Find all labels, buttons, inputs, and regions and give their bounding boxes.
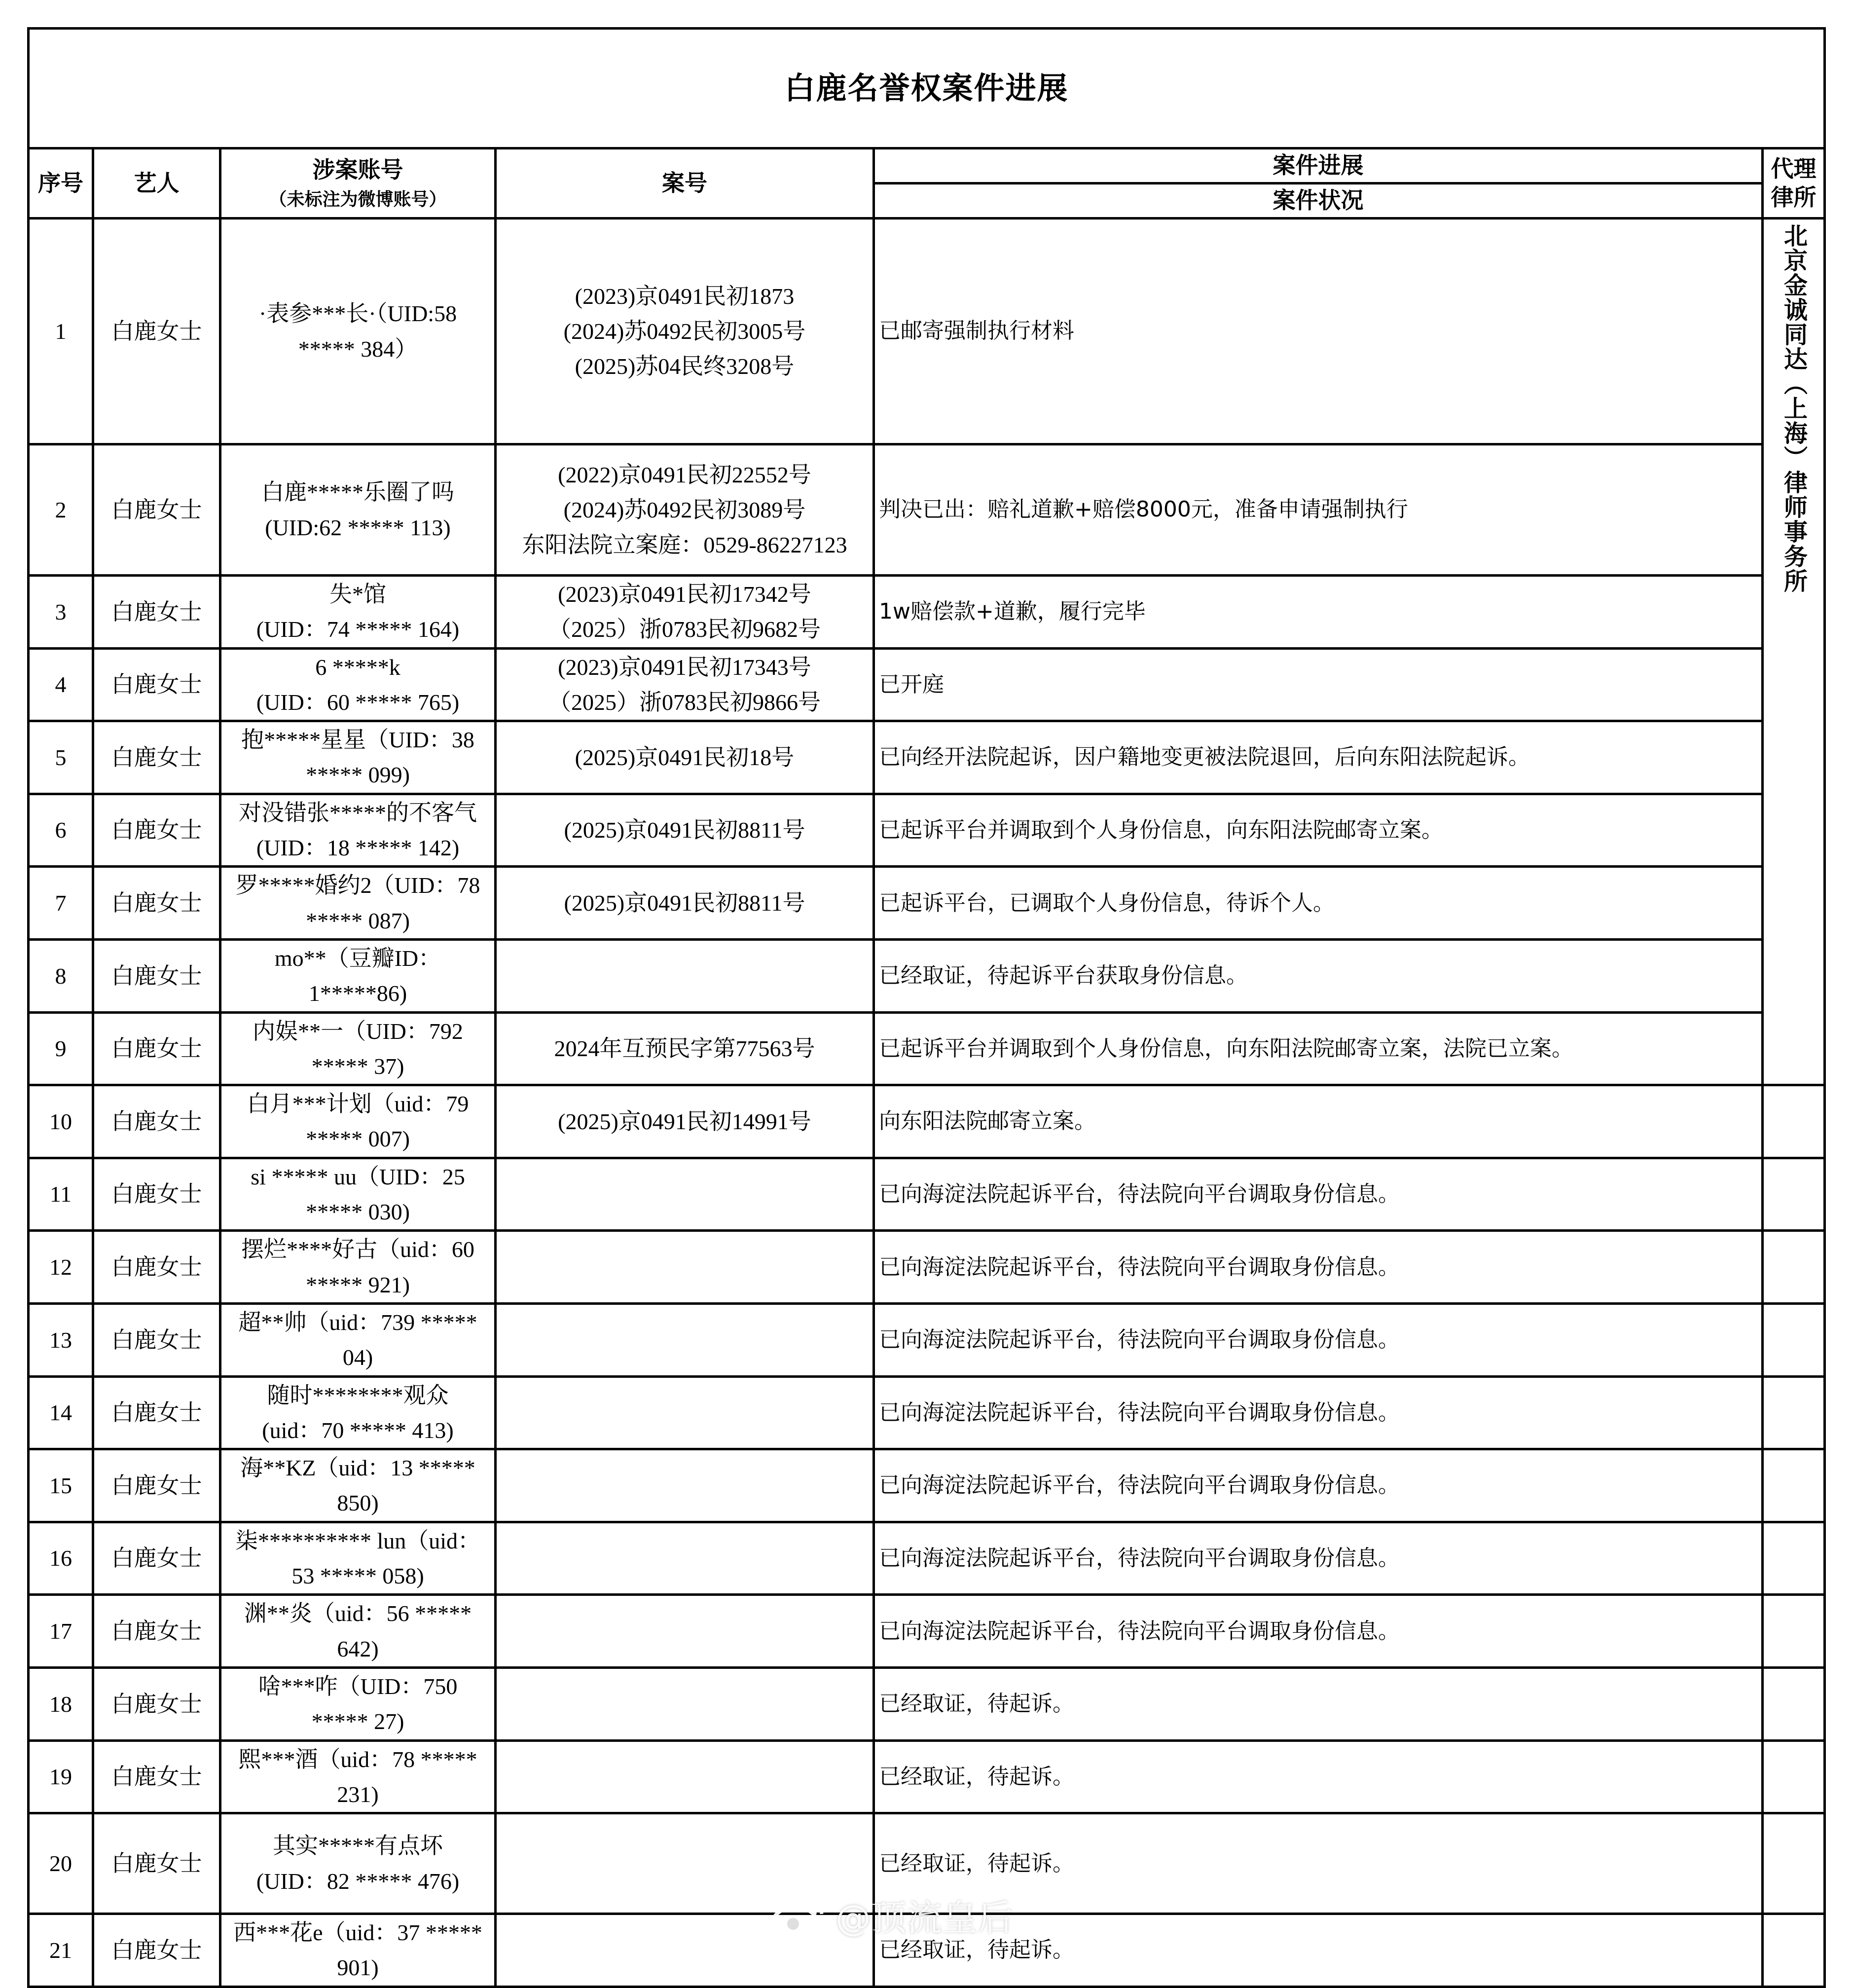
case-status: 已邮寄强制执行材料 [874,219,1763,444]
artist-name: 白鹿女士 [93,1813,220,1914]
artist-name: 白鹿女士 [93,721,220,794]
account-line: 随时********观众 [267,1382,449,1408]
case-number-line: (2025)京0491民初8811号 [564,890,805,916]
table-row [29,576,1825,649]
law-firm-cell-empty [1763,1231,1825,1304]
case-number-cell [496,1085,874,1158]
case-status: 已经取证，待起诉平台获取身份信息。 [874,939,1763,1012]
table-row [29,1303,1825,1376]
account-cell [220,1522,496,1595]
case-status: 已向海淀法院起诉平台，待法院向平台调取身份信息。 [874,1158,1763,1231]
artist-name: 白鹿女士 [93,648,220,721]
row-number: 15 [29,1449,93,1522]
row-number: 12 [29,1231,93,1304]
account-line: 海**KZ（uid：13 ***** [240,1455,475,1481]
artist-name: 白鹿女士 [93,1595,220,1668]
law-firm-cell-empty [1763,1740,1825,1813]
case-number-cell [496,1376,874,1449]
case-number-line: (2022)京0491民初22552号 [558,462,811,487]
account-line: 901) [337,1955,379,1981]
artist-name: 白鹿女士 [93,1303,220,1376]
case-status: 1w赔偿款+道歉，履行完毕 [874,576,1763,649]
account-line: 抱*****星星（UID：38 [241,727,474,753]
artist-name: 白鹿女士 [93,1740,220,1813]
artist-name: 白鹿女士 [93,1449,220,1522]
table-row [29,1522,1825,1595]
case-status: 已起诉平台并调取到个人身份信息，向东阳法院邮寄立案，法院已立案。 [874,1012,1763,1085]
table-row [29,444,1825,576]
row-number: 9 [29,1012,93,1085]
law-firm-cell-empty [1763,1813,1825,1914]
case-number-cell [496,1303,874,1376]
account-line: 柒********** lun（uid： [235,1528,481,1553]
account-cell [220,1085,496,1158]
account-line: mo**（豆瓣ID： [274,945,441,971]
case-status: 已经取证，待起诉。 [874,1740,1763,1813]
case-number-line: (2024)苏0492民初3089号 [563,497,806,522]
header-case-no: 案号 [496,148,874,219]
case-number-cell [496,1667,874,1740]
watermark-text: @顶流皇后 [836,1897,1014,1939]
account-line: 渊**炎（uid：56 ***** [244,1601,472,1626]
case-number-cell [496,1595,874,1668]
law-firm-cell-empty [1763,1914,1825,1987]
case-rows [29,219,1825,1987]
account-cell [220,939,496,1012]
case-status: 已起诉平台，已调取个人身份信息，待诉个人。 [874,867,1763,940]
row-number: 1 [29,219,93,444]
account-cell [220,1376,496,1449]
case-number-cell [496,1813,874,1914]
account-cell [220,1231,496,1304]
case-progress-sheet [27,27,1823,1988]
account-line: 熙***酒（uid：78 ***** [238,1746,477,1772]
row-number: 14 [29,1376,93,1449]
header-status: 案件状况 [874,184,1763,219]
law-firm-name: 北京金诚同达（上海）律师事务所 [1780,223,1808,593]
account-cell [220,721,496,794]
table-row [29,721,1825,794]
table-row [29,1595,1825,1668]
case-number-cell [496,1449,874,1522]
account-line: 内娱**一（UID：792 [253,1018,463,1044]
case-status: 已起诉平台并调取到个人身份信息，向东阳法院邮寄立案。 [874,794,1763,867]
table-row [29,1813,1825,1914]
table-row [29,1085,1825,1158]
law-firm-cell-empty [1763,1595,1825,1668]
case-status: 已向海淀法院起诉平台，待法院向平台调取身份信息。 [874,1449,1763,1522]
case-number-line: （2025）浙0783民初9866号 [548,689,821,715]
row-number: 20 [29,1813,93,1914]
account-cell [220,1740,496,1813]
law-firm-cell-empty [1763,1667,1825,1740]
account-line: 850) [337,1490,379,1516]
account-line: ***** 099) [306,762,410,788]
row-number: 19 [29,1740,93,1813]
case-number-cell [496,1740,874,1813]
account-line: 642) [337,1636,379,1661]
table-row [29,648,1825,721]
table-row [29,1667,1825,1740]
artist-name: 白鹿女士 [93,1522,220,1595]
account-line: ***** 37) [311,1053,404,1079]
row-number: 13 [29,1303,93,1376]
law-firm-cell-empty [1763,1303,1825,1376]
case-status: 已向海淀法院起诉平台，待法院向平台调取身份信息。 [874,1376,1763,1449]
case-status: 已向经开法院起诉，因户籍地变更被法院退回，后向东阳法院起诉。 [874,721,1763,794]
case-number-line: (2025)苏04民终3208号 [575,354,795,379]
table-row [29,1012,1825,1085]
account-cell [220,1813,496,1914]
case-status: 已向海淀法院起诉平台，待法院向平台调取身份信息。 [874,1303,1763,1376]
law-firm-cell-empty [1763,1085,1825,1158]
account-line: (uid：70 ***** 413) [262,1417,454,1443]
law-firm-cell-empty [1763,1449,1825,1522]
case-number-cell [496,721,874,794]
row-number: 21 [29,1914,93,1987]
case-status: 已开庭 [874,648,1763,721]
account-line: ***** 27) [311,1709,404,1734]
account-line: 摆烂****好古（uid：60 [241,1237,474,1262]
case-status: 已经取证，待起诉。 [874,1813,1763,1914]
row-number: 16 [29,1522,93,1595]
account-cell [220,1595,496,1668]
case-number-cell [496,576,874,649]
artist-name: 白鹿女士 [93,219,220,444]
artist-name: 白鹿女士 [93,1667,220,1740]
case-number-cell [496,1012,874,1085]
artist-name: 白鹿女士 [93,1012,220,1085]
row-number: 11 [29,1158,93,1231]
row-number: 5 [29,721,93,794]
case-number-cell [496,1522,874,1595]
account-line: 白月***计划（uid：79 [247,1091,469,1117]
row-number: 10 [29,1085,93,1158]
row-number: 2 [29,444,93,576]
account-line: (UID：60 ***** 765) [256,689,460,715]
case-status: 已经取证，待起诉。 [874,1914,1763,1987]
account-line: (UID:62 ***** 113) [265,515,451,540]
case-status: 已经取证，待起诉。 [874,1667,1763,1740]
row-number: 3 [29,576,93,649]
case-number-cell [496,219,874,444]
account-cell [220,1914,496,1987]
artist-name: 白鹿女士 [93,1158,220,1231]
header-account-note: （未标注为微博账号） [269,189,447,210]
case-number-cell [496,794,874,867]
artist-name: 白鹿女士 [93,1914,220,1987]
account-cell [220,1667,496,1740]
account-line: ***** 007) [306,1126,410,1152]
row-number: 18 [29,1667,93,1740]
account-line: 罗*****婚约2（UID：78 [235,873,480,898]
row-number: 8 [29,939,93,1012]
account-line: ***** 384） [298,336,418,362]
table-row [29,939,1825,1012]
case-status: 已向海淀法院起诉平台，待法院向平台调取身份信息。 [874,1595,1763,1668]
table-row [29,794,1825,867]
row-number: 7 [29,867,93,940]
case-status: 已向海淀法院起诉平台，待法院向平台调取身份信息。 [874,1231,1763,1304]
account-cell [220,1012,496,1085]
row-number: 4 [29,648,93,721]
artist-name: 白鹿女士 [93,576,220,649]
artist-name: 白鹿女士 [93,444,220,576]
table-row [29,1449,1825,1522]
table-row [29,1914,1825,1987]
account-line: si ***** uu（UID：25 [251,1164,465,1189]
case-number-line: (2023)京0491民初17342号 [558,582,811,607]
case-number-line: 2024年互预民字第77563号 [554,1036,815,1062]
case-number-cell [496,648,874,721]
case-number-cell [496,1914,874,1987]
law-firm-cell-empty [1763,1522,1825,1595]
account-line: 对没错张*****的不客气 [239,800,477,825]
case-number-line: （2025）浙0783民初9682号 [548,617,821,642]
law-firm-cell-empty [1763,1158,1825,1231]
account-line: ***** 030) [306,1199,410,1225]
case-status: 已向海淀法院起诉平台，待法院向平台调取身份信息。 [874,1522,1763,1595]
account-cell [220,1303,496,1376]
case-number-line: (2025)京0491民初8811号 [564,817,805,843]
case-status: 判决已出：赔礼道歉+赔偿8000元，准备申请强制执行 [874,444,1763,576]
artist-name: 白鹿女士 [93,1376,220,1449]
account-line: 失*馆 [329,582,386,607]
table-row [29,867,1825,940]
account-cell [220,867,496,940]
row-number: 17 [29,1595,93,1668]
table-row [29,1231,1825,1304]
case-number-cell [496,444,874,576]
table-row [29,1740,1825,1813]
header-progress: 案件进展 [874,148,1763,184]
header-no: 序号 [29,148,93,219]
artist-name: 白鹿女士 [93,1085,220,1158]
case-number-line: (2023)京0491民初17343号 [558,654,811,680]
case-number-cell [496,939,874,1012]
account-cell [220,794,496,867]
account-cell [220,444,496,576]
table-row [29,1158,1825,1231]
account-line: ***** 921) [306,1272,410,1297]
account-cell [220,576,496,649]
case-number-cell [496,1158,874,1231]
account-cell [220,1449,496,1522]
account-cell [220,648,496,721]
account-line: 04) [342,1345,373,1370]
account-line: 白鹿*****乐圈了吗 [261,479,454,505]
artist-name: 白鹿女士 [93,867,220,940]
table-row [29,219,1825,444]
account-cell [220,219,496,444]
case-number-line: (2023)京0491民初1873 [575,283,795,309]
account-line: 231) [337,1781,379,1807]
account-line: 6 *****k [315,654,400,680]
account-line: 53 ***** 058) [291,1563,424,1589]
account-line: 超**帅（uid：739 ***** [238,1309,477,1335]
law-firm-cell [1763,219,1825,1085]
account-line: (UID：18 ***** 142) [256,835,460,861]
case-number-line: (2025)京0491民初14991号 [558,1108,811,1134]
artist-name: 白鹿女士 [93,939,220,1012]
page-title: 白鹿名誉权案件进展 [29,29,1825,148]
header-account-label: 涉案账号 [312,156,403,184]
case-number-cell [496,867,874,940]
account-line: 啥***咋（UID：750 [258,1673,458,1699]
case-table [27,27,1826,1988]
account-line: 其实*****有点坏 [273,1833,443,1859]
account-line: (UID：74 ***** 164) [256,617,460,642]
header-artist: 艺人 [93,148,220,219]
header-firm: 代理律所 [1763,148,1825,219]
account-line: 西***花e（uid：37 ***** [233,1920,482,1946]
table-row [29,1376,1825,1449]
artist-name: 白鹿女士 [93,794,220,867]
artist-name: 白鹿女士 [93,1231,220,1304]
case-number-line: (2025)京0491民初18号 [575,744,795,770]
row-number: 6 [29,794,93,867]
account-cell [220,1158,496,1231]
account-line: ***** 087) [306,908,410,933]
header-account [220,148,496,219]
account-line: (UID：82 ***** 476) [256,1868,460,1894]
account-line: 1*****86) [308,981,407,1006]
account-line: ·表参***长·（UID:58 [258,301,457,327]
case-number-cell [496,1231,874,1304]
case-number-line: 东阳法院立案庭：0529-86227123 [522,532,847,558]
case-number-line: (2024)苏0492民初3005号 [563,318,806,344]
case-status: 向东阳法院邮寄立案。 [874,1085,1763,1158]
law-firm-cell-empty [1763,1376,1825,1449]
